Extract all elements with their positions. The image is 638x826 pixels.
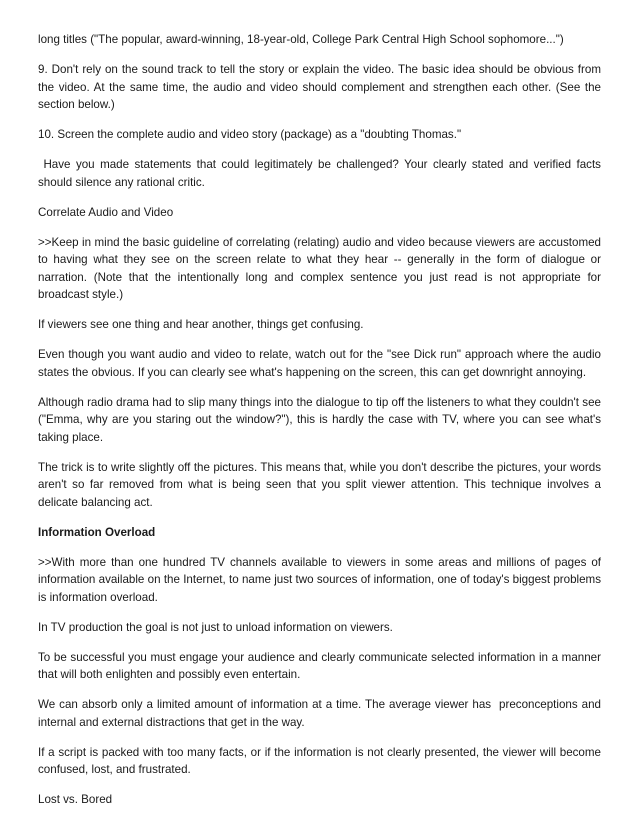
paragraph-engage-audience: To be successful you must engage your audience and clearly communicate selected information in a manner that will both enlighten and possibly even entertain. xyxy=(38,650,601,681)
paragraph-item-9: 9. Don't rely on the sound track to tell the story or explain the video. The basic idea should be obvious from the video. At the same time, the audio and video should complement and strengthen each other. (See the section below.) xyxy=(38,63,601,111)
paragraph-long-titles: long titles ("The popular, award-winning, 18-year-old, College Park Central High School sophomore...") xyxy=(38,33,564,46)
paragraph-script-packed: If a script is packed with too many facts, or if the information is not clearly presented, the viewer will become confused, lost, and frustrated. xyxy=(38,745,601,776)
section-heading-lost-vs-bored: Lost vs. Bored xyxy=(38,793,113,806)
paragraph-tv-production-goal: In TV production the goal is not just to unload information on viewers. xyxy=(38,620,393,634)
paragraph-write-off-pictures: The trick is to write slightly off the pictures. This means that, while you don't describe the pictures, your words aren't so far removed from what is being seen that you split viewer attention. This technique involves a delicate balancing act. xyxy=(38,460,601,509)
paragraph-see-dick-run: Even though you want audio and video to relate, watch out for the "see Dick run" approach where the audio states the obvious. If you can clearly see what's happening on the screen, this can get downright annoying. xyxy=(38,348,601,379)
paragraph-item-10: 10. Screen the complete audio and video story (package) as a "doubting Thomas." xyxy=(38,128,462,141)
paragraph-correlating: >>Keep in mind the basic guideline of correlating (relating) audio and video because viewers are accustomed to having what they see on the screen relate to what they hear -- generally in the form of dialogue or narration. (Note that the intentionally long and complex sentence you just read is not appropriate for broadcast style.) xyxy=(38,235,601,301)
paragraph-statements: Have you made statements that could legitimately be challenged? Your clearly stated and verified facts should silence any rational critic. xyxy=(38,158,605,189)
paragraph-absorb-information: We can absorb only a limited amount of information at a time. The average viewer has preconceptions and internal and external distractions that get in the way. xyxy=(38,698,605,729)
section-heading-correlate: Correlate Audio and Video xyxy=(38,205,174,219)
paragraph-radio-drama: Although radio drama had to slip many things into the dialogue to tip off the listeners to what they couldn't see ("Emma, why are you staring out the window?"), this is hardly the case with TV, where you can see what's taking place. xyxy=(38,395,601,444)
paragraph-confusing: If viewers see one thing and hear another, things get confusing. xyxy=(38,318,364,331)
paragraph-tv-channels: >>With more than one hundred TV channels available to viewers in some areas and millions of pages of information available on the Internet, to name just two sources of information, one of today's biggest problems is information overload. xyxy=(38,555,601,604)
section-heading-information-overload: Information Overload xyxy=(38,525,156,539)
document-page xyxy=(38,31,605,821)
